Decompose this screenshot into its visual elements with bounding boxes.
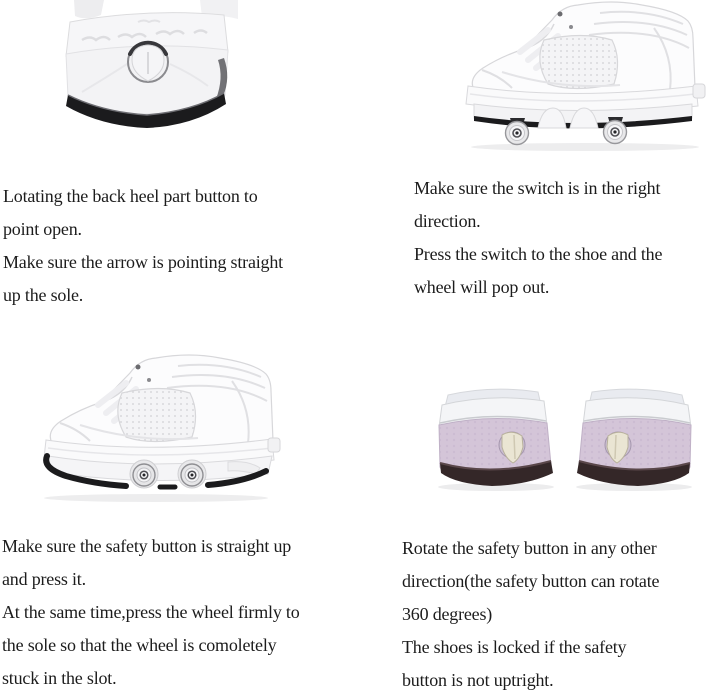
- caption-line: Press the switch to the shoe and the: [414, 244, 663, 264]
- mesh-perforations: [540, 36, 618, 89]
- instruction-top-right: [414, 172, 662, 304]
- mesh-perforations: [118, 389, 196, 442]
- instruction-bottom-right: [402, 532, 659, 695]
- instruction-top-left: [3, 180, 283, 312]
- heel-lock-photo: [430, 383, 702, 495]
- caption-line: up the sole.: [3, 285, 84, 305]
- caption-line: Lotating the back heel part button to: [3, 186, 258, 206]
- shoe-shadow: [471, 143, 699, 151]
- lace-hook: [558, 12, 563, 17]
- caption-line: direction.: [414, 211, 481, 231]
- caption-line: The shoes is locked if the safety: [402, 637, 627, 657]
- caption-line: point open.: [3, 219, 82, 239]
- shoe-upper-group: [50, 355, 273, 448]
- caption-line: and press it.: [2, 569, 86, 589]
- caption-line: stuck in the slot.: [2, 668, 117, 688]
- caption-line: 360 degrees): [402, 604, 493, 624]
- shoe-upper-fragment: [74, 0, 104, 18]
- lace-hook: [569, 25, 573, 29]
- caption-line: Make sure the arrow is pointing straight: [3, 252, 283, 272]
- walk-mode-illustration: [32, 338, 282, 506]
- lace-hook: [147, 378, 151, 382]
- caption-line: Make sure the safety button is straight up: [2, 536, 292, 556]
- skate-mode-illustration: [450, 0, 718, 152]
- skate-mode-photo: [450, 0, 718, 152]
- caption-line: the sole so that the wheel is comoletely: [2, 635, 277, 655]
- heel-button-photo: [52, 0, 242, 145]
- shoe-shadow: [44, 494, 268, 502]
- heel-lock-illustration: [430, 383, 702, 495]
- caption-line: direction(the safety button can rotate: [402, 571, 660, 591]
- lace-hook: [136, 365, 141, 370]
- caption-line: button is not uptright.: [402, 670, 554, 690]
- caption-line: Rotate the safety button in any other: [402, 538, 657, 558]
- walk-mode-photo: [32, 338, 282, 506]
- heel-tab: [693, 84, 705, 98]
- caption-line: wheel will pop out.: [414, 277, 550, 297]
- heel-tab: [268, 438, 280, 452]
- heel-button-illustration: [52, 0, 242, 145]
- caption-line: Make sure the switch is in the right: [414, 178, 661, 198]
- caption-line: At the same time,press the wheel firmly to: [2, 602, 300, 622]
- instruction-bottom-left: [2, 530, 300, 695]
